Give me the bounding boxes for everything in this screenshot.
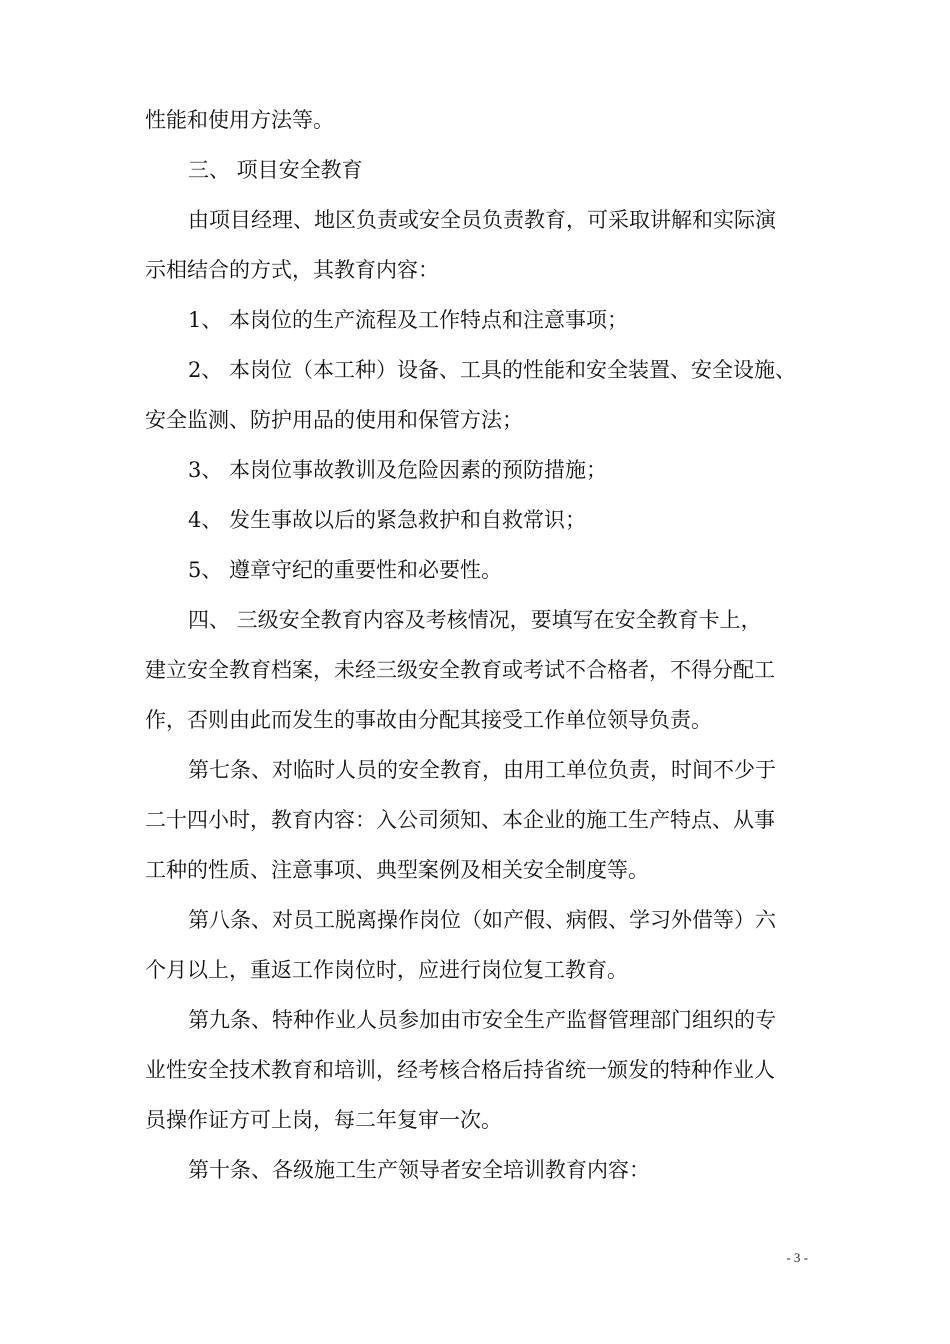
page-number: - 3 - bbox=[786, 1250, 808, 1265]
list-item: 2、 本岗位（本工种）设备、工具的性能和安全装置、安全设施、 bbox=[188, 358, 797, 382]
text-line: 工种的性质、注意事项、典型案例及相关安全制度等。 bbox=[145, 858, 649, 882]
list-item: 5、 遵章守纪的重要性和必要性。 bbox=[188, 558, 503, 582]
section-heading-4: 四、 三级安全教育内容及考核情况，要填写在安全教育卡上， bbox=[188, 608, 762, 632]
text-line: 由项目经理、地区负责或安全员负责教育，可采取讲解和实际演 bbox=[188, 208, 776, 232]
text-line: 员操作证方可上岗，每二年复审一次。 bbox=[145, 1108, 502, 1132]
text-line: 建立安全教育档案，未经三级安全教育或考试不合格者，不得分配工 bbox=[145, 658, 775, 682]
article-10: 第十条、各级施工生产领导者安全培训教育内容： bbox=[188, 1158, 650, 1182]
text-line: 业性安全技术教育和培训，经考核合格后持省统一颁发的特种作业人 bbox=[145, 1058, 775, 1082]
list-item: 3、 本岗位事故教训及危险因素的预防措施； bbox=[188, 458, 608, 482]
text-line: 性能和使用方法等。 bbox=[145, 108, 334, 132]
text-line: 二十四小时，教育内容：入公司须知、本企业的施工生产特点、从事 bbox=[145, 808, 775, 832]
text-line: 安全监测、防护用品的使用和保管方法； bbox=[145, 408, 523, 432]
text-line: 示相结合的方式，其教育内容： bbox=[145, 258, 439, 282]
section-heading-3: 三、 项目安全教育 bbox=[188, 158, 363, 182]
list-item: 1、 本岗位的生产流程及工作特点和注意事项； bbox=[188, 308, 629, 332]
list-item: 4、 发生事故以后的紧急救护和自救常识； bbox=[188, 508, 587, 532]
text-line: 作，否则由此而发生的事故由分配其接受工作单位领导负责。 bbox=[145, 708, 712, 732]
text-line: 个月以上，重返工作岗位时，应进行岗位复工教育。 bbox=[145, 958, 628, 982]
article-8: 第八条、对员工脱离操作岗位（如产假、病假、学习外借等）六 bbox=[188, 908, 776, 932]
article-9: 第九条、特种作业人员参加由市安全生产监督管理部门组织的专 bbox=[188, 1008, 776, 1032]
article-7: 第七条、对临时人员的安全教育，由用工单位负责，时间不少于 bbox=[188, 758, 776, 782]
